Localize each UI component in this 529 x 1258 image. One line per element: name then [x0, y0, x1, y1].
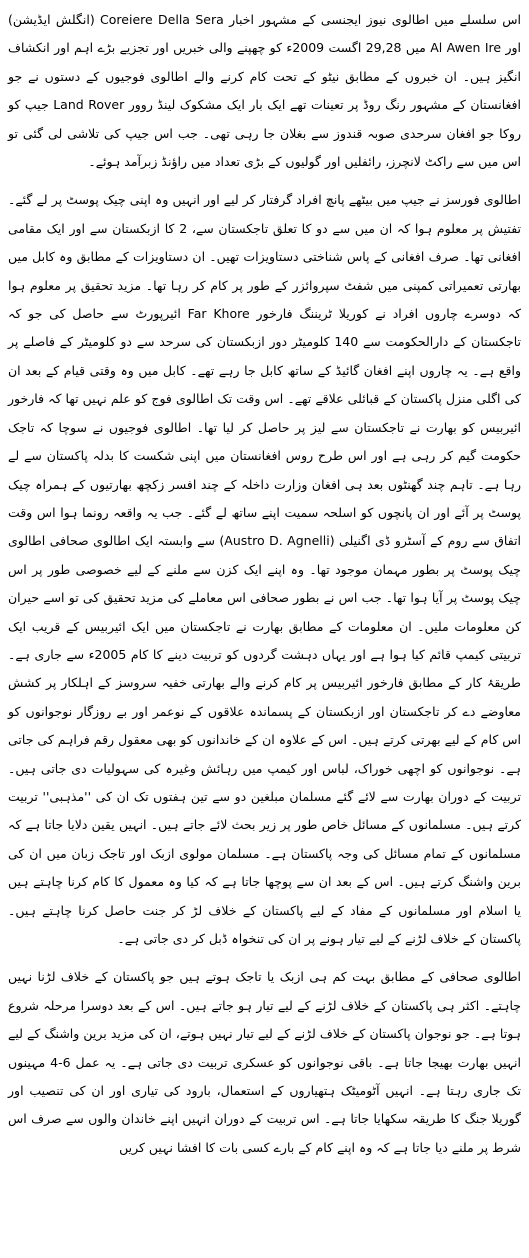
article-paragraph-1: اس سلسلے میں اطالوی نیوز ایجنسی کے مشہور اخبار Coreiere Della Sera (انگلش ایڈیشن) اور Al Awen Ire میں 29,28 اگست 2009ء کو چھپنے والی خبریں اور تجزیے بڑے اہم اور انکشاف انگیز ہیں۔ ان خبروں کے مطابق نیٹو کے تحت کام کرنے والے اطالوی فوجیوں کے دستوں نے جو افغانستان کے مشہور رنگ روڈ پر تعینات تھے ایک بار ایک مشکوک لینڈ روور Land Rover جیپ کو روکا جو افغان سرحدی صوبہ قندوز سے بغلان جا رہی تھی۔ جب اس جیپ کی تلاشی لی گئی تو اس میں سے راکٹ لانچرز، رائفلیں اور گولیوں کے بڑی تعداد میں راؤنڈ زبرآمد ہوئے۔: [8, 12, 522, 170]
article-paragraph-3: اطالوی صحافی کے مطابق بہت کم ہی ازبک یا تاجک ہوتے ہیں جو پاکستان کے خلاف لڑنا نہیں چاہتے۔ اکثر ہی پاکستان کے خلاف لڑنے کے لیے تیار ہو جاتے ہیں۔ اس کے بعد دوسرا مرحلہ شروع ہوتا ہے۔ جو نوجوان پاکستان کے خلاف لڑنے کے لیے تیار نہیں ہوتے، ان کی مزید برین واشنگ کے لیے انہیں بھارت بھیجا جاتا ہے۔ باقی نوجوانوں کو عسکری تربیت دی جاتی ہے۔ یہ عمل 6-4 مہینوں تک جاری رہتا ہے۔ انہیں آٹومیٹک ہتھیاروں کے استعمال، بارود کی تیاری اور ان کی تنصیب اور گوریلا جنگ کا طریقہ سکھایا جاتا ہے۔ اس تربیت کے دوران انہیں اپنے خاندان والوں سے صرف اس شرط پر ملنے دیا جاتا ہے کہ وہ اپنے کام کے بارے کسی بات کا افشا نہیں کریں: [8, 969, 521, 1155]
article-paragraph-2: اطالوی فورسز نے جیپ میں بیٹھے پانچ افراد گرفتار کر لیے اور انہیں وہ اپنی چیک پوسٹ پر لے گئے۔ تفتیش پر معلوم ہوا کہ ان میں سے دو کا تعلق تاجکستان سے، 2 کا ازبکستان سے اور ایک مقامی افغانی تھا۔ صرف افغانی کے پاس شناختی دستاویزات تھیں۔ ان دستاویزات کے مطابق وہ کابل میں بھارتی تعمیراتی کمپنی میں شفٹ سپروائزر کے طور پر کام کر رہا تھا۔ مزید تحقیق پر معلوم ہوا کہ دوسرے چاروں افراد نے کوریلا ٹریننگ فارخور Far Khore ائیرپورٹ سے حاصل کی جو کہ تاجکستان کے دارالحکومت سے 140 کلومیٹر دور ازبکستان کی سرحد سے دو کلومیٹر کے فاصلے پر واقع ہے۔ یہ چاروں اپنے افغان گائیڈ کے ساتھ کابل جا رہے تھے۔ کابل میں وہ وقتی قیام کے بعد ان کی اگلی منزل پاکستان کے قبائلی علاقے تھے۔ اس وقت تک اطالوی فوج کو علم نہیں تھا کہ فارخور ائیربیس کو بھارت نے تاجکستان سے لیز پر حاصل کر لیا تھا۔ اطالوی فوجیوں نے سوچا کہ تاجک حکومت گیم کر رہی ہے اور اس طرح روس افغانستان میں اپنی شکست کا بدلہ پاکستان سے لے رہا ہے۔ تاہم چند گھنٹوں بعد ہی افغان وزارت داخلہ کے چند افسر زکچھ بھارتیوں کے ہمراہ چیک پوسٹ پر آئے اور ان پانچوں کو اسلحہ سمیت اپنے ساتھ لے گئے۔ جب یہ واقعہ رونما ہوا اس وقت اتفاق سے روم کے آسٹرو ڈی اگنیلی (Austro D. Agnelli) سے وابستہ ایک اطالوی صحافی اطالوی چیک پوسٹ پر بطور مہمان موجود تھا۔ وہ اپنے ایک کزن سے ملنے کے لیے خصوصی طور پر اس چیک پوسٹ پر آیا ہوا تھا۔ جب اس نے بطور صحافی اس معاملے کی مزید تحقیق کی تو اسے حیران کن معلومات ملیں۔ ان معلومات کے مطابق بھارت نے تاجکستان میں ایک ائیربیس کے قریب ایک تربیتی کیمپ قائم کیا ہوا ہے اور یہاں دہشت گردوں کو تربیت دینے کا کام 2005ء سے جاری ہے۔ طریقۂ کار کے مطابق فارخور ائیربیس پر کام کرنے والے بھارتی خفیہ سروسز کے اہلکار پر کشش معاوضے دے کر تاجکستان اور ازبکستان کے پسماندہ علاقوں کے نوعمر اور بے روزگار نوجوانوں کو اس کام کے لیے بھرتی کرتے ہیں۔ اس کے علاوہ ان کے خاندانوں کو بھی معقول رقم فراہم کی جاتی ہے۔ نوجوانوں کو اچھی خوراک، لباس اور کیمپ میں رہائش وغیرہ کی سہولیات دی جاتی ہیں۔ تربیت کے دوران بھارت سے لائے گئے مسلمان مبلغین دو سے تین ہفتوں تک ان کی ''مذہبی'' تربیت کرتے ہیں۔ مسلمانوں کے مسائل خاص طور پر زیر بحث لائے جاتے ہیں۔ انہیں یقین دلایا جاتا ہے کہ مسلمانوں کے تمام مسائل کی وجہ پاکستان ہے۔ مسلمان مولوی ازبک اور تاجک زبان میں ان کی برین واشنگ کرتے ہیں۔ اس کے بعد ان سے پوچھا جاتا ہے کہ کیا وہ معمول کا کام کرنا چاہتے ہیں یا اسلام اور مسلمانوں کے مفاد کے لیے پاکستان کے خلاف لڑ کر جنت حاصل کرنا چاہتے ہیں۔ پاکستان کے خلاف لڑنے کے لیے تیار ہونے پر ان کی تنخواہ ڈبل کر دی جاتی ہے۔: [8, 192, 522, 946]
